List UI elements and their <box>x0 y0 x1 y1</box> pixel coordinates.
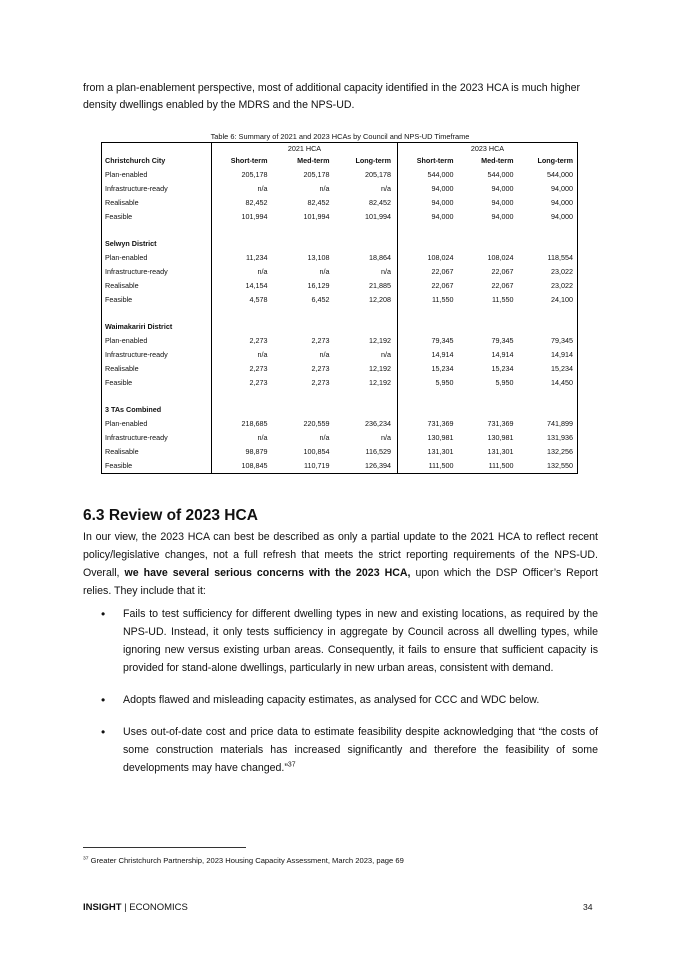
row-label: Feasible <box>105 378 133 387</box>
spacer-cell <box>212 307 274 320</box>
value-cell: 741,899 <box>547 419 573 428</box>
row-label: Feasible <box>105 295 133 304</box>
value-cell: 23,022 <box>551 267 573 276</box>
spacer-cell <box>102 390 212 403</box>
table-section-header-row <box>102 237 578 251</box>
value-cell: 2,273 <box>212 362 274 376</box>
value-cell: 544,000 <box>547 170 573 179</box>
spacer-cell <box>398 224 458 237</box>
spacer-cell <box>398 307 458 320</box>
spacer-cell <box>102 224 212 237</box>
table-row <box>102 210 578 224</box>
value-cell: 22,067 <box>491 281 514 290</box>
value-cell: 82,452 <box>307 198 330 207</box>
table-era-header-row <box>102 143 578 155</box>
value-cell: 22,067 <box>398 279 458 293</box>
value-cell: 544,000 <box>398 168 458 182</box>
value-cell: 15,234 <box>491 364 514 373</box>
table-row <box>102 376 578 390</box>
spacer-cell <box>336 390 398 403</box>
value-cell: 14,154 <box>212 279 274 293</box>
value-cell: 11,234 <box>212 251 274 265</box>
value-cell: 15,234 <box>551 364 573 373</box>
value-cell: 544,000 <box>487 170 514 179</box>
concern-item <box>83 691 598 709</box>
value-cell: 130,981 <box>398 431 458 445</box>
spacer-cell <box>274 307 336 320</box>
value-cell: 79,345 <box>491 336 514 345</box>
table-row <box>102 459 578 474</box>
row-label: Plan-enabled <box>105 253 148 262</box>
section-heading: 6.3 Review of 2023 HCA <box>83 507 258 524</box>
bullet-icon: • <box>101 693 106 707</box>
value-cell: 108,024 <box>398 251 458 265</box>
spacer-cell <box>398 390 458 403</box>
concern-item <box>83 723 598 777</box>
empty-cell <box>274 403 336 417</box>
hca-summary-table <box>101 142 578 474</box>
value-cell: 12,192 <box>369 336 391 345</box>
value-cell: 116,529 <box>365 447 391 456</box>
section-name: Selwyn District <box>105 239 157 248</box>
col-2021-long-header: Long-term <box>355 156 391 165</box>
table-row <box>102 293 578 307</box>
value-cell: 13,108 <box>307 253 330 262</box>
empty-cell <box>398 320 458 334</box>
col-2023-long-header: Long-term <box>537 156 573 165</box>
empty-cell <box>336 403 398 417</box>
value-cell: 5,950 <box>495 378 514 387</box>
value-cell: 4,578 <box>212 293 274 307</box>
table-section-header-row <box>102 320 578 334</box>
value-cell: 94,000 <box>551 198 573 207</box>
table-row <box>102 445 578 459</box>
value-cell: 111,500 <box>488 461 514 470</box>
value-cell: 12,208 <box>369 295 391 304</box>
value-cell: 220,559 <box>303 419 330 428</box>
value-cell: n/a <box>212 431 274 445</box>
empty-cell <box>398 237 458 251</box>
concern-item <box>83 605 598 677</box>
row-label: Realisable <box>105 447 139 456</box>
row-label: Feasible <box>105 212 133 221</box>
section-name: 3 TAs Combined <box>105 405 162 414</box>
value-cell: 82,452 <box>212 196 274 210</box>
bullet-icon: • <box>101 607 106 621</box>
value-cell: n/a <box>212 265 274 279</box>
value-cell: 24,100 <box>551 295 573 304</box>
value-cell: 22,067 <box>398 265 458 279</box>
footnote-text: Greater Christchurch Partnership, 2023 Housing Capacity Assessment, March 2023, page 69 <box>88 856 404 865</box>
table-row <box>102 251 578 265</box>
table-row <box>102 348 578 362</box>
value-cell: 108,024 <box>487 253 514 262</box>
value-cell: 101,994 <box>212 210 274 224</box>
value-cell: 22,067 <box>491 267 514 276</box>
value-cell: n/a <box>319 350 330 359</box>
table-row <box>102 182 578 196</box>
value-cell: 94,000 <box>491 212 514 221</box>
table-row <box>102 196 578 210</box>
concerns-list <box>83 605 598 791</box>
review-text-part1: In our view, the 2023 HCA can best be described as only a partial update to the 2021 HCA to reflect recent policy/legislative changes, not a full refresh that meets the strict reporting requirements of the NPS-UD. Overall, <box>83 531 598 579</box>
value-cell: 11,550 <box>398 293 458 307</box>
value-cell: 218,685 <box>212 417 274 431</box>
table-spacer-row <box>102 224 578 237</box>
spacer-cell <box>274 390 336 403</box>
value-cell: 23,022 <box>551 281 573 290</box>
value-cell: n/a <box>319 267 330 276</box>
spacer-cell <box>102 307 212 320</box>
footer-separator: | <box>121 902 130 913</box>
value-cell: 94,000 <box>398 182 458 196</box>
row-label: Realisable <box>105 364 139 373</box>
value-cell: 94,000 <box>491 184 514 193</box>
value-cell: 111,500 <box>398 459 458 474</box>
row-label: Infrastructure-ready <box>105 184 168 193</box>
review-text-part2: upon which the DSP Officer’s Report relies. They include that it: <box>83 567 598 597</box>
value-cell: 130,981 <box>487 433 514 442</box>
value-cell: 18,864 <box>369 253 391 262</box>
section-name: Christchurch City <box>105 156 166 165</box>
row-label: Plan-enabled <box>105 419 148 428</box>
value-cell: 14,914 <box>398 348 458 362</box>
row-label: Feasible <box>105 461 133 470</box>
value-cell: 12,192 <box>369 378 391 387</box>
footer-brand <box>83 902 188 913</box>
value-cell: 110,719 <box>304 461 330 470</box>
value-cell: 2,273 <box>311 378 330 387</box>
empty-cell <box>212 403 274 417</box>
page-number: 34 <box>583 902 593 912</box>
value-cell: 11,550 <box>492 295 514 304</box>
value-cell: n/a <box>212 348 274 362</box>
value-cell: n/a <box>381 267 391 276</box>
table-row <box>102 431 578 445</box>
value-cell: 205,178 <box>365 170 391 179</box>
value-cell: n/a <box>319 433 330 442</box>
col-2023-short-header: Short-term <box>398 154 458 168</box>
value-cell: 98,879 <box>212 445 274 459</box>
section-name: Waimakariri District <box>105 322 173 331</box>
empty-cell <box>336 237 398 251</box>
spacer-cell <box>458 307 518 320</box>
footnote-reference[interactable]: 37 <box>287 761 296 769</box>
empty-cell <box>336 320 398 334</box>
value-cell: 731,369 <box>398 417 458 431</box>
value-cell: 131,936 <box>547 433 573 442</box>
review-paragraph <box>83 528 598 600</box>
value-cell: n/a <box>319 184 330 193</box>
value-cell: 94,000 <box>398 210 458 224</box>
empty-cell <box>458 237 518 251</box>
value-cell: 14,450 <box>551 378 573 387</box>
empty-cell <box>518 403 578 417</box>
value-cell: 79,345 <box>551 336 573 345</box>
value-cell: n/a <box>381 350 391 359</box>
value-cell: 12,192 <box>369 364 391 373</box>
value-cell: 731,369 <box>487 419 514 428</box>
value-cell: 2,273 <box>212 376 274 390</box>
spacer-cell <box>458 224 518 237</box>
row-label: Infrastructure-ready <box>105 433 168 442</box>
row-label: Infrastructure-ready <box>105 267 168 276</box>
value-cell: 100,854 <box>303 447 330 456</box>
value-cell: 131,301 <box>487 447 514 456</box>
value-cell: 108,845 <box>212 459 274 474</box>
value-cell: 6,452 <box>311 295 330 304</box>
intro-paragraph: from a plan-enablement perspective, most of additional capacity identified in the 2023 HCA is much higher density dwellings enabled by the MDRS and the NPS-UD. <box>83 82 581 111</box>
value-cell: 21,885 <box>369 281 391 290</box>
concern-text: Uses out-of-date cost and price data to estimate feasibility despite acknowledging that “the costs of some construction materials has increased significantly and therefore the feasibility of some developments may have changed.” <box>123 726 598 774</box>
row-label: Realisable <box>105 281 139 290</box>
table-spacer-row <box>102 307 578 320</box>
col-2021-short-header: Short-term <box>212 154 274 168</box>
empty-cell <box>212 237 274 251</box>
value-cell: 14,914 <box>491 350 514 359</box>
era-2023-header: 2023 HCA <box>398 143 578 155</box>
spacer-cell <box>212 224 274 237</box>
empty-cell <box>518 320 578 334</box>
value-cell: 14,914 <box>551 350 573 359</box>
value-cell: 94,000 <box>551 212 573 221</box>
value-cell: 2,273 <box>212 334 274 348</box>
spacer-cell <box>518 307 578 320</box>
value-cell: 205,178 <box>303 170 330 179</box>
empty-cell <box>518 237 578 251</box>
spacer-cell <box>518 390 578 403</box>
empty-cell <box>212 320 274 334</box>
col-2023-med-header: Med-term <box>481 156 514 165</box>
empty-cell <box>398 403 458 417</box>
footer-brand-suffix: ECONOMICS <box>129 902 188 913</box>
table-section-header-row <box>102 403 578 417</box>
concern-text: Fails to test sufficiency for different dwelling types in new and existing locations, as required by the NPS-UD. Instead, it only tests sufficiency in aggregate by Council across all dwelling types, while ignoring new versus existing urban areas. Consequently, it fails to ensure that sufficient capacity is provided for stand-alone dwellings, particularly in new urban areas, consistent with demand. <box>123 608 598 674</box>
table-row <box>102 334 578 348</box>
value-cell: 2,273 <box>311 336 330 345</box>
spacer-cell <box>336 224 398 237</box>
row-label: Plan-enabled <box>105 170 148 179</box>
row-label: Plan-enabled <box>105 336 148 345</box>
value-cell: n/a <box>212 182 274 196</box>
value-cell: 15,234 <box>398 362 458 376</box>
value-cell: 94,000 <box>398 196 458 210</box>
table-row <box>102 168 578 182</box>
footnote-divider <box>83 847 246 848</box>
value-cell: 16,129 <box>307 281 330 290</box>
table-section-header-row <box>102 154 578 168</box>
footnote <box>83 856 404 866</box>
spacer-cell <box>212 390 274 403</box>
empty-cell <box>458 320 518 334</box>
table-row <box>102 265 578 279</box>
concern-text: Adopts flawed and misleading capacity estimates, as analysed for CCC and WDC below. <box>123 694 540 706</box>
row-label: Infrastructure-ready <box>105 350 168 359</box>
value-cell: 132,550 <box>547 461 573 470</box>
footnote-number: 37 <box>83 856 89 862</box>
value-cell: n/a <box>381 433 391 442</box>
spacer-cell <box>336 307 398 320</box>
value-cell: 132,256 <box>547 447 573 456</box>
value-cell: n/a <box>381 184 391 193</box>
value-cell: 101,994 <box>303 212 330 221</box>
value-cell: 126,394 <box>365 461 391 470</box>
value-cell: 118,554 <box>547 253 573 262</box>
value-cell: 5,950 <box>398 376 458 390</box>
review-text-bold: we have several serious concerns with the 2023 HCA, <box>124 567 411 579</box>
empty-cell <box>458 403 518 417</box>
empty-cell <box>274 320 336 334</box>
value-cell: 94,000 <box>551 184 573 193</box>
value-cell: 101,994 <box>365 212 391 221</box>
table-caption: Table 6: Summary of 2021 and 2023 HCAs by Council and NPS-UD Timeframe <box>210 132 470 141</box>
value-cell: 94,000 <box>491 198 514 207</box>
table-row <box>102 279 578 293</box>
value-cell: 79,345 <box>398 334 458 348</box>
spacer-cell <box>274 224 336 237</box>
footer-brand-name: INSIGHT <box>83 902 122 913</box>
spacer-cell <box>518 224 578 237</box>
era-2021-header: 2021 HCA <box>212 143 398 155</box>
spacer-cell <box>458 390 518 403</box>
value-cell: 82,452 <box>369 198 391 207</box>
col-2021-med-header: Med-term <box>297 156 330 165</box>
bullet-icon: • <box>101 725 106 739</box>
table-spacer-row <box>102 390 578 403</box>
value-cell: 205,178 <box>212 168 274 182</box>
empty-cell <box>274 237 336 251</box>
value-cell: 2,273 <box>311 364 330 373</box>
row-label: Realisable <box>105 198 139 207</box>
value-cell: 131,301 <box>398 445 458 459</box>
table-row <box>102 417 578 431</box>
value-cell: 236,234 <box>365 419 391 428</box>
table-row <box>102 362 578 376</box>
